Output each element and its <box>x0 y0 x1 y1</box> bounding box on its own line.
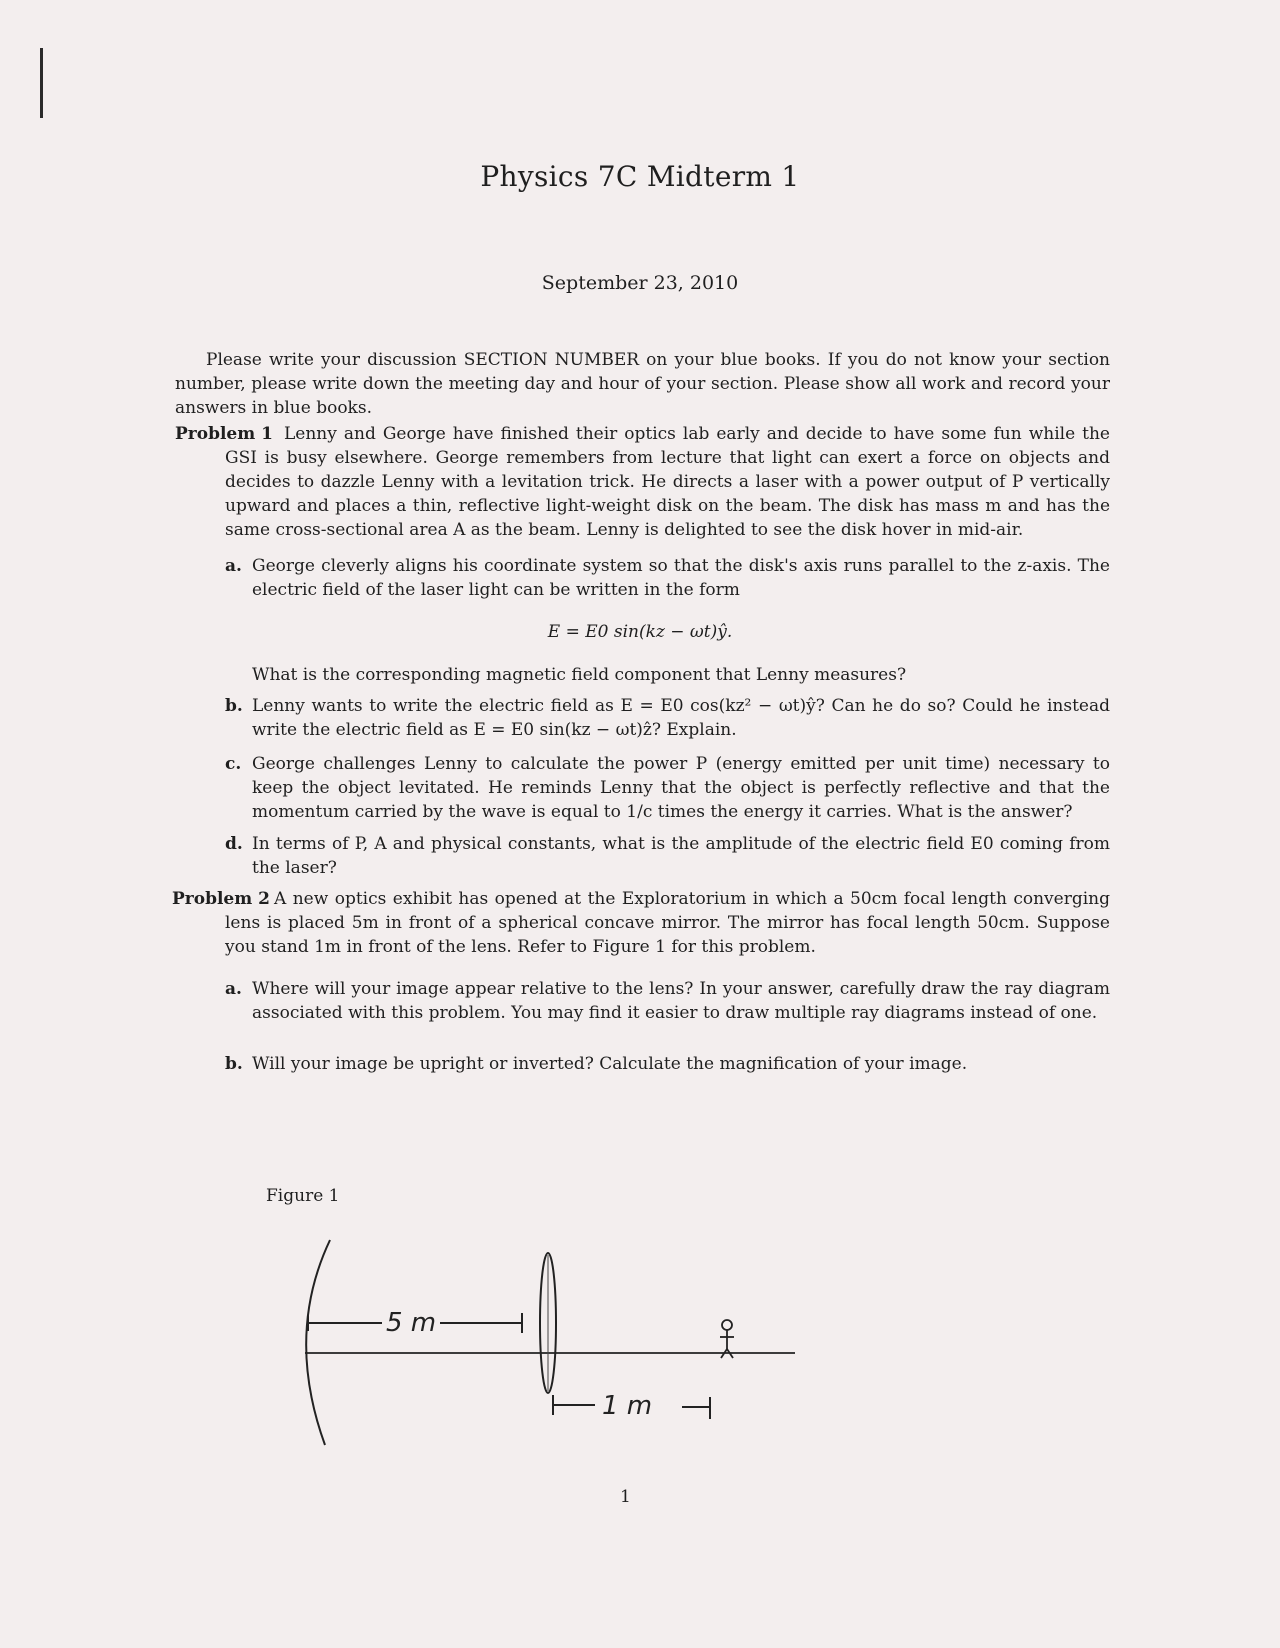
problem-1c-label: c. <box>225 754 242 774</box>
problem-2-label: Problem 2 <box>172 889 270 909</box>
instructions-paragraph: Please write your discussion SECTION NUMBER on your blue books. If you do not know your section number, please write down the meeting day and hour of your section. Please show all work and record your answers in blue books. <box>175 350 1110 418</box>
dimension-1m-label: 1 m <box>602 1391 653 1421</box>
problem-1d-text: In terms of P, A and physical constants, what is the amplitude of the electric field E0 coming from the laser? <box>252 834 1110 878</box>
dimension-5m-label: 5 m <box>386 1308 437 1338</box>
problem-1b-label: b. <box>225 696 243 716</box>
electric-field-equation: E = E0 sin(kz − ωt)ŷ. <box>547 622 733 642</box>
problem-1c-text: George challenges Lenny to calculate the power P (energy emitted per unit time) necessary to keep the object levitated. He reminds Lenny that the object is perfectly reflective and that the momentum carried by the wave is equal to 1/c times the energy it carries. What is the answer? <box>252 754 1110 822</box>
problem-1a-text: George cleverly aligns his coordinate system so that the disk's axis runs parallel to the z-axis. The electric field of the laser light can be written in the form <box>252 556 1110 600</box>
exam-title: Physics 7C Midterm 1 <box>480 160 800 193</box>
problem-1-label: Problem 1 <box>175 424 273 444</box>
problem-2a-text: Where will your image appear relative to the lens? In your answer, carefully draw the ray diagram associated with this problem. You may find it easier to draw multiple ray diagrams instead of one. <box>252 979 1110 1023</box>
problem-1a-question: What is the corresponding magnetic field component that Lenny measures? <box>252 665 907 685</box>
figure-1-label: Figure 1 <box>266 1186 340 1206</box>
problem-1b-text: Lenny wants to write the electric field as E = E0 cos(kz² − ωt)ŷ? Can he do so? Could he instead write the electric field as E = E0 sin(kz − ωt)ẑ? Explain. <box>252 696 1110 740</box>
problem-2-text: A new optics exhibit has opened at the Exploratorium in which a 50cm focal length converging lens is placed 5m in front of a spherical concave mirror. The mirror has focal length 50cm. Suppose you stand 1m in front of the lens. Refer to Figure 1 for this problem. <box>225 889 1110 957</box>
problem-1-text: Lenny and George have finished their optics lab early and decide to have some fun while the GSI is busy elsewhere. George remembers from lecture that light can exert a force on objects and decides to dazzle Lenny with a levitation trick. He directs a laser with a power output of P vertically upward and places a thin, reflective light-weight disk on the beam. The disk has mass m and has the same cross-sectional area A as the beam. Lenny is delighted to see the disk hover in mid-air. <box>225 424 1110 540</box>
figure-1-diagram <box>290 1225 810 1465</box>
exam-date: September 23, 2010 <box>541 272 739 294</box>
problem-2b-text: Will your image be upright or inverted? Calculate the magnification of your image. <box>252 1054 968 1074</box>
binder-mark <box>40 48 43 118</box>
problem-2a-label: a. <box>225 979 242 999</box>
concave-mirror <box>306 1240 330 1445</box>
page-number: 1 <box>620 1487 631 1507</box>
problem-1a-label: a. <box>225 556 242 576</box>
problem-1d-label: d. <box>225 834 243 854</box>
problem-2b-label: b. <box>225 1054 243 1074</box>
